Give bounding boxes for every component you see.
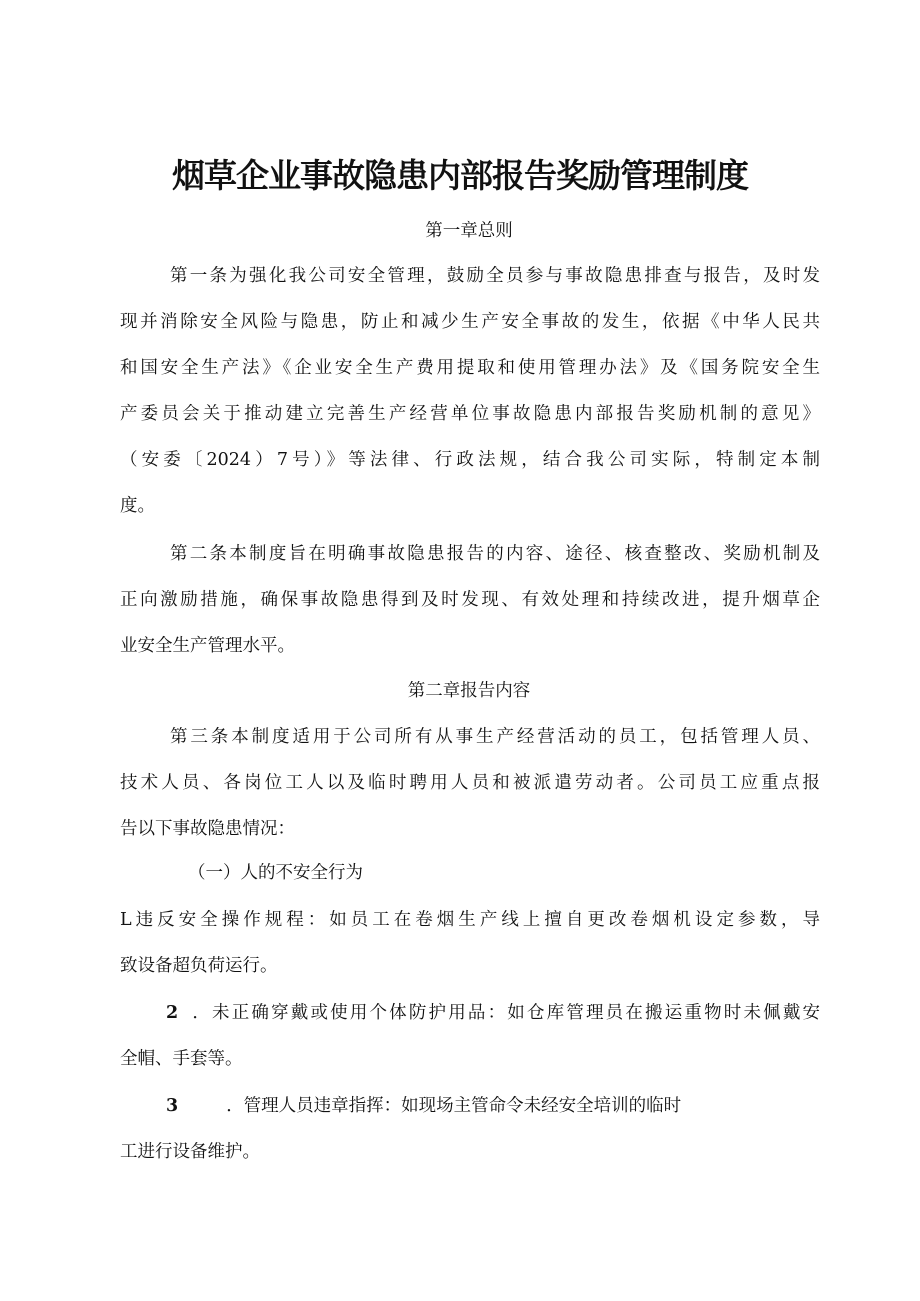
section-heading-1: （一）人的不安全行为: [188, 863, 363, 883]
item-1-line: L违反安全操作规程：如员工在卷烟生产线上擅自更改卷烟机设定参数，导: [120, 910, 820, 930]
article-1-line: 现并消除安全风险与隐患，防止和减少生产安全事故的发生，依据《中华人民共: [120, 312, 820, 332]
item-3-text: ．管理人员违章指挥：如现场主管命令未经安全培训的临时: [226, 1096, 682, 1116]
item-2: [120, 990, 820, 1082]
item-2-line: 全帽、手套等。: [120, 1049, 243, 1069]
article-1: [120, 253, 820, 529]
item-2-number: 2: [166, 1003, 179, 1023]
article-3: [120, 714, 820, 852]
article-2-line: 第二条本制度旨在明确事故隐患报告的内容、途径、核查整改、奖励机制及: [170, 544, 820, 564]
article-1-line: 第一条为强化我公司安全管理，鼓励全员参与事故隐患排查与报告，及时发: [170, 266, 820, 286]
article-1-line: （安委〔2024）7号）》等法律、行政法规，结合我公司实际，特制定本制: [120, 450, 820, 470]
item-3-line: 工进行设备维护。: [120, 1142, 260, 1162]
item-3-number: 3: [166, 1096, 179, 1116]
article-3-line: 告以下事故隐患情况：: [120, 819, 295, 839]
article-2: [120, 531, 820, 669]
article-1-line: 度。: [120, 496, 155, 516]
article-3-line: 技术人员、各岗位工人以及临时聘用人员和被派遣劳动者。公司员工应重点报: [120, 773, 820, 793]
article-3-line: 第三条本制度适用于公司所有从事生产经营活动的员工，包括管理人员、: [170, 727, 820, 747]
item-1: [120, 897, 820, 989]
chapter-heading-1: 第一章总则: [425, 221, 513, 241]
item-1-line: 致设备超负荷运行。: [120, 956, 278, 976]
item-2-text: ．未正确穿戴或使用个体防护用品：如仓库管理员在搬运重物时未佩戴安: [190, 1003, 820, 1023]
item-2-line: [120, 990, 820, 1036]
article-1-line: 产委员会关于推动建立完善生产经营单位事故隐患内部报告奖励机制的意见》: [120, 404, 820, 424]
chapter-heading-2: 第二章报告内容: [407, 681, 531, 701]
item-3: [120, 1083, 820, 1175]
document-title: 烟草企业事故隐患内部报告奖励管理制度: [172, 156, 748, 195]
article-2-line: 正向激励措施，确保事故隐患得到及时发现、有效处理和持续改进，提升烟草企: [120, 590, 820, 610]
item-3-line: [120, 1083, 820, 1129]
article-2-line: 业安全生产管理水平。: [120, 636, 295, 656]
article-1-line: 和国安全生产法》《企业安全生产费用提取和使用管理办法》及《国务院安全生: [120, 358, 820, 378]
